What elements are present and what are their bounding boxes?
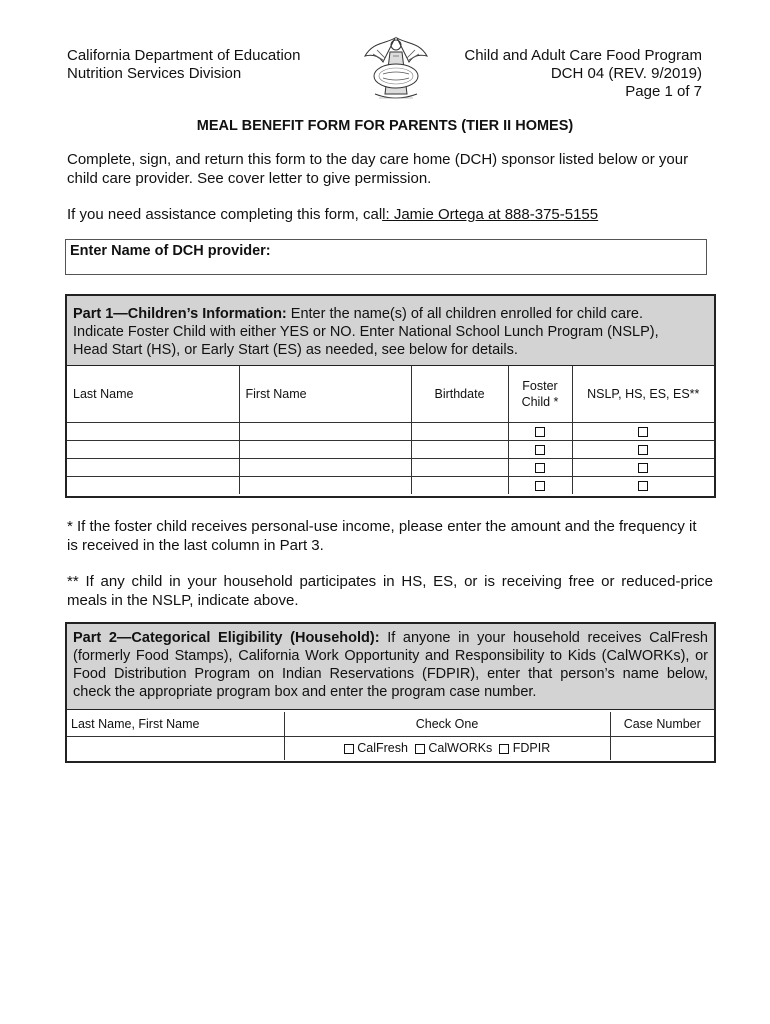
part1-section — [65, 294, 716, 498]
footnote-foster-line-2: is received in the last column in Part 3. — [67, 536, 324, 554]
first-name-input[interactable] — [239, 440, 411, 458]
part1-heading-rest: Enter the name(s) of all children enrolled for child care. — [286, 306, 643, 322]
part1-heading-line-3: Head Start (HS), or Early Start (ES) as needed, see below for details. — [73, 342, 518, 358]
first-name-input[interactable] — [239, 458, 411, 476]
header-right — [464, 47, 702, 101]
col-case-number: Case Number — [610, 712, 714, 736]
part2-heading-line-4: check the appropriate program box and enter the program case number. — [73, 684, 537, 700]
assistance-text — [67, 206, 598, 225]
part2-heading-bold: Part 2—Categorical Eligibility (Household): — [73, 630, 380, 646]
part2-heading-line-2: (formerly Food Stamps), California Work Opportunity and Responsibility to Kids (CalWORKs), or — [73, 648, 708, 664]
agency-name: California Department of Education — [67, 47, 301, 64]
dch-provider-label: Enter Name of DCH provider: — [70, 243, 271, 259]
seal-graphic — [355, 32, 437, 104]
part2-header — [67, 624, 714, 710]
last-name-input[interactable] — [67, 422, 239, 440]
nslp-checkbox[interactable] — [638, 481, 648, 491]
foster-checkbox[interactable] — [535, 445, 545, 455]
footnote-nslp — [67, 573, 713, 610]
calworks-checkbox[interactable] — [415, 744, 425, 754]
nslp-checkbox[interactable] — [638, 427, 648, 437]
case-number-input[interactable] — [610, 736, 714, 760]
birthdate-input[interactable] — [411, 476, 508, 494]
table-row — [67, 422, 714, 440]
last-name-input[interactable] — [67, 458, 239, 476]
part1-header — [67, 296, 714, 366]
header-left — [67, 47, 300, 83]
footnote-foster-line-1: * If the foster child receives personal-use income, please enter the amount and the frequency it — [67, 518, 697, 535]
footnote-nslp-line-1: ** If any child in your household participates in HS, ES, or is receiving free or reduced-price — [67, 573, 713, 590]
table-row — [67, 440, 714, 458]
intro-line-1: Complete, sign, and return this form to the day care home (DCH) sponsor listed below or your — [67, 151, 689, 168]
page-number: Page 1 of 7 — [625, 83, 702, 100]
foster-checkbox[interactable] — [535, 463, 545, 473]
col-foster-child — [508, 366, 572, 422]
part1-header-row — [67, 366, 714, 422]
col-child-label: Child * — [521, 394, 559, 409]
part1-heading-line-2: Indicate Foster Child with either YES or NO. Enter National School Lunch Program (NSLP), — [73, 324, 659, 340]
fdpir-checkbox[interactable] — [499, 744, 509, 754]
calworks-label: CalWORKs — [428, 741, 493, 756]
nslp-checkbox[interactable] — [638, 445, 648, 455]
program-name: Child and Adult Care Food Program — [464, 47, 702, 64]
intro-line-2: child care provider. See cover letter to give permission. — [67, 169, 432, 187]
calfresh-label: CalFresh — [357, 741, 408, 756]
first-name-input[interactable] — [239, 476, 411, 494]
col-birthdate: Birthdate — [411, 366, 508, 422]
assistance-prefix: If you need assistance completing this form, cal — [67, 206, 383, 223]
dch-provider-field[interactable] — [65, 239, 707, 275]
form-title: MEAL BENEFIT FORM FOR PARENTS (TIER II HOMES) — [196, 118, 574, 134]
foster-checkbox[interactable] — [535, 481, 545, 491]
col-foster-label: Foster — [522, 378, 558, 393]
col-last-name: Last Name — [67, 366, 239, 422]
col-check-one: Check One — [284, 712, 610, 736]
nslp-checkbox[interactable] — [638, 463, 648, 473]
part2-table — [67, 712, 714, 760]
col-last-first-name: Last Name, First Name — [67, 712, 284, 736]
table-row — [67, 476, 714, 494]
state-seal — [355, 32, 437, 104]
fdpir-label: FDPIR — [512, 741, 551, 756]
col-nslp: NSLP, HS, ES, ES** — [572, 366, 714, 422]
part1-table — [67, 366, 714, 494]
foster-checkbox[interactable] — [535, 427, 545, 437]
birthdate-input[interactable] — [411, 422, 508, 440]
division-name: Nutrition Services Division — [67, 65, 242, 82]
part2-header-row — [67, 712, 714, 736]
table-row — [67, 458, 714, 476]
program-options — [284, 736, 610, 760]
footnote-foster — [67, 518, 713, 555]
part2-heading-rest: If anyone in your household receives CalFresh — [379, 630, 708, 646]
part1-heading-bold: Part 1—Children’s Information: — [73, 306, 287, 322]
part2-section — [65, 622, 716, 763]
table-row — [67, 736, 714, 760]
col-first-name: First Name — [239, 366, 411, 422]
calfresh-checkbox[interactable] — [344, 744, 354, 754]
first-name-input[interactable] — [239, 422, 411, 440]
form-number: DCH 04 (REV. 9/2019) — [550, 65, 702, 82]
intro-text — [67, 151, 688, 188]
last-name-input[interactable] — [67, 440, 239, 458]
household-name-input[interactable] — [67, 736, 284, 760]
part2-heading-line-3: Food Distribution Program on Indian Reservations (FDPIR), enter that person’s name below, — [73, 666, 708, 682]
birthdate-input[interactable] — [411, 440, 508, 458]
last-name-input[interactable] — [67, 476, 239, 494]
footnote-nslp-line-2: meals in the NSLP, indicate above. — [67, 591, 299, 609]
assistance-contact-link[interactable]: l: Jamie Ortega at 888-375-5155 — [382, 206, 599, 223]
birthdate-input[interactable] — [411, 458, 508, 476]
